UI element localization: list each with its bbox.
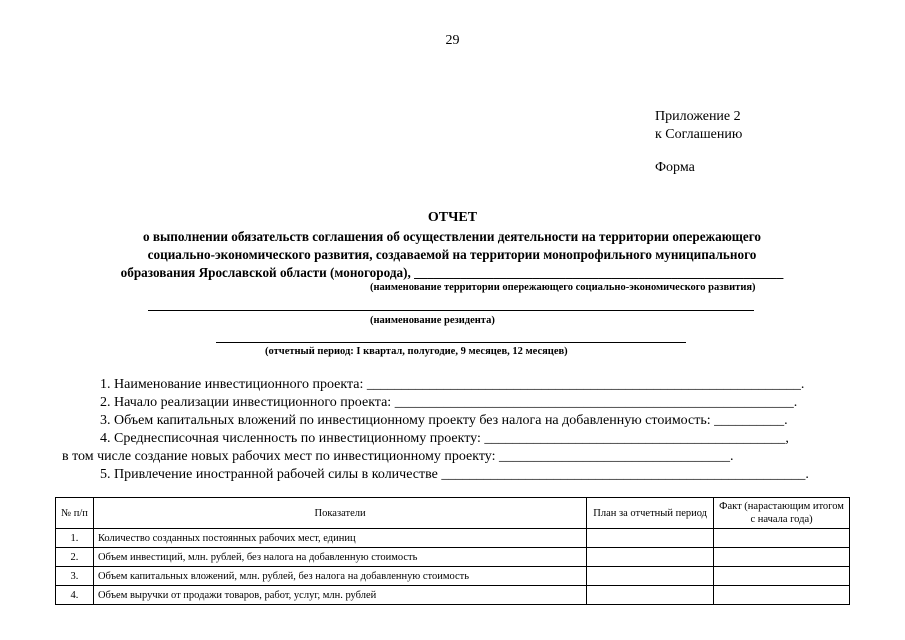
row-num: 3. bbox=[56, 567, 94, 586]
appendix-reference: к Соглашению bbox=[655, 127, 743, 142]
subtitle-line: образования Ярославской области (моногорода), ________________________________________________________ bbox=[120, 265, 784, 280]
item-capital-investment: 3. Объем капитальных вложений по инвестиционному проекту без налога на добавленную стоимость: __________. bbox=[100, 413, 788, 428]
item-headcount: 4. Среднесписочная численность по инвестиционному проекту: ___________________________________________, bbox=[100, 431, 789, 446]
row-plan-cell[interactable] bbox=[587, 567, 714, 586]
resident-hint: (наименование резидента) bbox=[370, 315, 495, 326]
row-plan-cell[interactable] bbox=[587, 529, 714, 548]
row-fact-cell[interactable] bbox=[714, 548, 850, 567]
appendix-header bbox=[655, 108, 742, 144]
item-new-jobs: в том числе создание новых рабочих мест по инвестиционному проекту: _________________________________. bbox=[62, 449, 734, 464]
report-subtitle bbox=[62, 228, 842, 282]
header-num: № п/п bbox=[56, 498, 94, 529]
report-title: ОТЧЕТ bbox=[427, 210, 478, 225]
row-indicator: Количество созданных постоянных рабочих мест, единиц bbox=[93, 529, 586, 548]
indicators-table bbox=[55, 497, 850, 605]
row-indicator: Объем инвестиций, млн. рублей, без налога на добавленную стоимость bbox=[93, 548, 586, 567]
appendix-title: Приложение 2 bbox=[655, 109, 741, 124]
resident-name-line[interactable] bbox=[148, 298, 754, 311]
page-number: 29 bbox=[445, 33, 460, 48]
item-project-start: 2. Начало реализации инвестиционного проекта: _________________________________________________________. bbox=[100, 395, 798, 410]
form-label: Форма bbox=[655, 160, 695, 175]
row-plan-cell[interactable] bbox=[587, 548, 714, 567]
item-foreign-labor: 5. Привлечение иностранной рабочей силы в количестве ____________________________________________________. bbox=[100, 467, 809, 482]
header-plan: План за отчетный период bbox=[587, 498, 714, 529]
row-indicator: Объем капитальных вложений, млн. рублей, без налога на добавленную стоимость bbox=[93, 567, 586, 586]
territory-hint: (наименование территории опережающего социально-экономического развития) bbox=[370, 282, 756, 293]
header-fact: Факт (нарастающим итогом с начала года) bbox=[714, 498, 850, 529]
table-row bbox=[56, 586, 850, 605]
report-items bbox=[62, 376, 852, 484]
table-row bbox=[56, 567, 850, 586]
item-project-name: 1. Наименование инвестиционного проекта: ______________________________________________________________. bbox=[100, 377, 805, 392]
row-fact-cell[interactable] bbox=[714, 529, 850, 548]
row-num: 2. bbox=[56, 548, 94, 567]
row-num: 4. bbox=[56, 586, 94, 605]
table-row bbox=[56, 529, 850, 548]
subtitle-line: о выполнении обязательств соглашения об осуществлении деятельности на территории опережающего bbox=[142, 229, 762, 244]
table-row bbox=[56, 548, 850, 567]
header-indicator: Показатели bbox=[93, 498, 586, 529]
row-indicator: Объем выручки от продажи товаров, работ, услуг, млн. рублей bbox=[93, 586, 586, 605]
table-header-row bbox=[56, 498, 850, 529]
row-num: 1. bbox=[56, 529, 94, 548]
period-line[interactable] bbox=[216, 330, 686, 343]
row-fact-cell[interactable] bbox=[714, 586, 850, 605]
subtitle-line: социально-экономического развития, создаваемой на территории монопрофильного муниципального bbox=[147, 247, 757, 262]
row-plan-cell[interactable] bbox=[587, 586, 714, 605]
row-fact-cell[interactable] bbox=[714, 567, 850, 586]
period-hint: (отчетный период: I квартал, полугодие, 9 месяцев, 12 месяцев) bbox=[265, 346, 568, 357]
